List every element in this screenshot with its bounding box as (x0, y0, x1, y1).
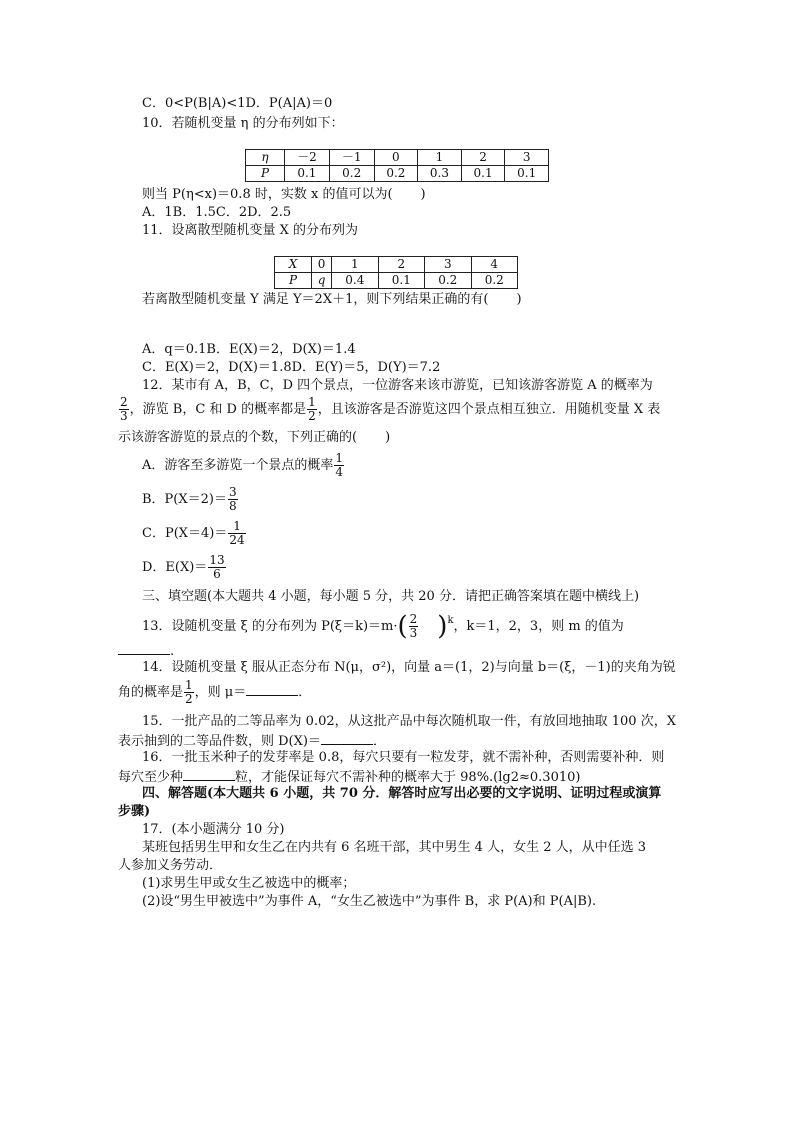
table-cell: 0 (312, 257, 332, 273)
fraction: $\frac{2}{3}$ (409, 612, 418, 640)
table-cell: 0.2 (374, 166, 418, 182)
section-answer-heading-cont: 步骤) (118, 804, 151, 819)
q12-option-d: D．E(X)＝ $\frac{13}{6}$ (142, 553, 225, 581)
table-cell: －1 (329, 150, 374, 166)
fraction: $\frac{1}{4}$ (335, 451, 344, 479)
table-cell: X (275, 257, 312, 273)
table-row (246, 166, 549, 182)
fraction: $\frac{3}{8}$ (228, 485, 237, 513)
q17-head: 17．(本小题满分 10 分) (142, 822, 285, 837)
table-cell: 0.2 (329, 166, 374, 182)
q10-options: A．1B．1.5C．2D．2.5 (142, 205, 292, 220)
section-fill-in-heading: 三、填空题(本大题共 4 小题，每小题 5 分，共 20 分．请把正确答案填在题中横线上) (142, 589, 640, 604)
fraction: $\frac{2}{3}$ (120, 395, 128, 423)
answer-blank[interactable] (183, 768, 235, 781)
q11-options-cd: C．E(X)＝2，D(X)＝1.8D．E(Y)＝5，D(Y)＝7.2 (142, 360, 441, 375)
q9-option-c: C．0<P(B|A)<1 (142, 96, 246, 111)
q11-options-ab: A．q＝0.1B．E(X)＝2，D(X)＝1.4 (142, 342, 356, 357)
q16-line1: 16．一批玉米种子的发芽率是 0.8，每穴只要有一粒发芽，就不需补种，否则需要补种．则 (142, 750, 665, 765)
answer-blank[interactable] (118, 642, 170, 655)
table-row (275, 273, 518, 289)
q9-option-d: D．P(A|A)＝0 (245, 96, 333, 111)
q15-line2: 表示抽到的二等品件数，则 D(X)＝ ． (118, 734, 386, 749)
q12-line3: 示该游客游览的景点的个数，下列正确的( ) (118, 430, 391, 445)
table-cell: 0 (374, 150, 418, 166)
answer-blank[interactable] (246, 683, 298, 696)
q10-condition: 则当 P(η<x)＝0.8 时，实数 x 的值可以为( ) (142, 187, 426, 202)
table-cell: η (246, 150, 285, 166)
q10-stem: 10．若随机变量 η 的分布列如下： (142, 116, 344, 131)
fraction: $\frac{1}{2}$ (308, 395, 316, 423)
table-cell: 2 (378, 257, 424, 273)
q11-distribution-table (274, 256, 518, 289)
q13-answer-line: . (118, 642, 174, 660)
q11-condition: 若离散型随机变量 Y 满足 Y＝2X＋1，则下列结果正确的有( ) (142, 292, 522, 307)
q14-line2: 角的概率是 $\frac{1}{2}$ ，则 μ＝ ． (118, 678, 312, 706)
q17-line2: 人参加义务劳动． (118, 858, 223, 873)
q12-line1: 12．某市有 A，B，C，D 四个景点，一位游客来该市游览，已知该游客游览 A 的概率为 (142, 378, 653, 393)
q12-option-b: B．P(X＝2)＝ $\frac{3}{8}$ (142, 485, 237, 513)
q11-stem: 11．设离散型随机变量 X 的分布列为 (142, 223, 359, 238)
q17-line1: 某班包括男生甲和女生乙在内共有 6 名班干部，其中男生 4 人，女生 2 人，从中任选 3 (142, 840, 647, 855)
q15-line1: 15．一批产品的二等品率为 0.02，从这批产品中每次随机取一件，有放回地抽取 100 次，X (142, 714, 676, 729)
section-answer-heading: 四、解答题(本大题共 6 小题，共 70 分．解答时应写出必要的文字说明、证明过程或演算 (142, 786, 662, 801)
table-cell: 0.1 (461, 166, 505, 182)
fraction: $\frac{1}{2}$ (185, 678, 193, 706)
table-cell: 0.2 (471, 273, 518, 289)
q9-options (142, 96, 332, 112)
q12-option-a: A．游客至多游览一个景点的概率 $\frac{1}{4}$ (142, 451, 344, 479)
table-cell: 0.4 (332, 273, 378, 289)
table-cell: 0.2 (425, 273, 471, 289)
table-row (275, 257, 518, 273)
table-cell: 2 (461, 150, 505, 166)
table-cell: 1 (418, 150, 462, 166)
table-cell: －2 (285, 150, 330, 166)
q14-line1: 14．设随机变量 ξ 服从正态分布 N(μ，σ²)，向量 a＝(1，2)与向量 b＝(ξ，－1)的夹角为锐 (142, 660, 676, 675)
table-cell: q (312, 273, 332, 289)
q10-distribution-table (245, 149, 549, 182)
table-cell: 4 (471, 257, 518, 273)
answer-blank[interactable] (321, 732, 373, 745)
fraction: $\frac{13}{6}$ (209, 553, 225, 581)
table-cell: 1 (332, 257, 378, 273)
q13-line1: 13．设随机变量 ξ 的分布列为 P(ξ＝k)＝m·( $\frac{2}{3}$ )$^k$，k＝1，2，3，则 m 的值为 (142, 611, 624, 642)
table-cell: 3 (425, 257, 471, 273)
table-cell: 0.3 (418, 166, 462, 182)
q12-line2: $\frac{2}{3}$ ，游览 B，C 和 D 的概率都是 $\frac{1}{2}$ ，且该游客是否游览这四个景点相互独立．用随机变量 X 表 (120, 395, 661, 423)
q17-part1: (1)求男生甲或女生乙被选中的概率； (142, 876, 356, 891)
q17-part2: (2)设“男生甲被选中”为事件 A，“女生乙被选中”为事件 B，求 P(A)和 P(A|B). (142, 894, 597, 909)
table-cell: 0.1 (378, 273, 424, 289)
q16-line2: 每穴至少种 粒，才能保证每穴不需补种的概率大于 98%.(lg2≈0.3010) (118, 770, 581, 785)
table-cell: 0.1 (505, 166, 549, 182)
table-cell: 3 (505, 150, 549, 166)
table-cell: 0.1 (285, 166, 330, 182)
table-cell: P (246, 166, 285, 182)
table-cell: P (275, 273, 312, 289)
table-row (246, 150, 549, 166)
q12-option-c: C．P(X＝4)＝ $\frac{1}{24}$ (142, 519, 245, 547)
fraction: $\frac{1}{24}$ (229, 519, 245, 547)
